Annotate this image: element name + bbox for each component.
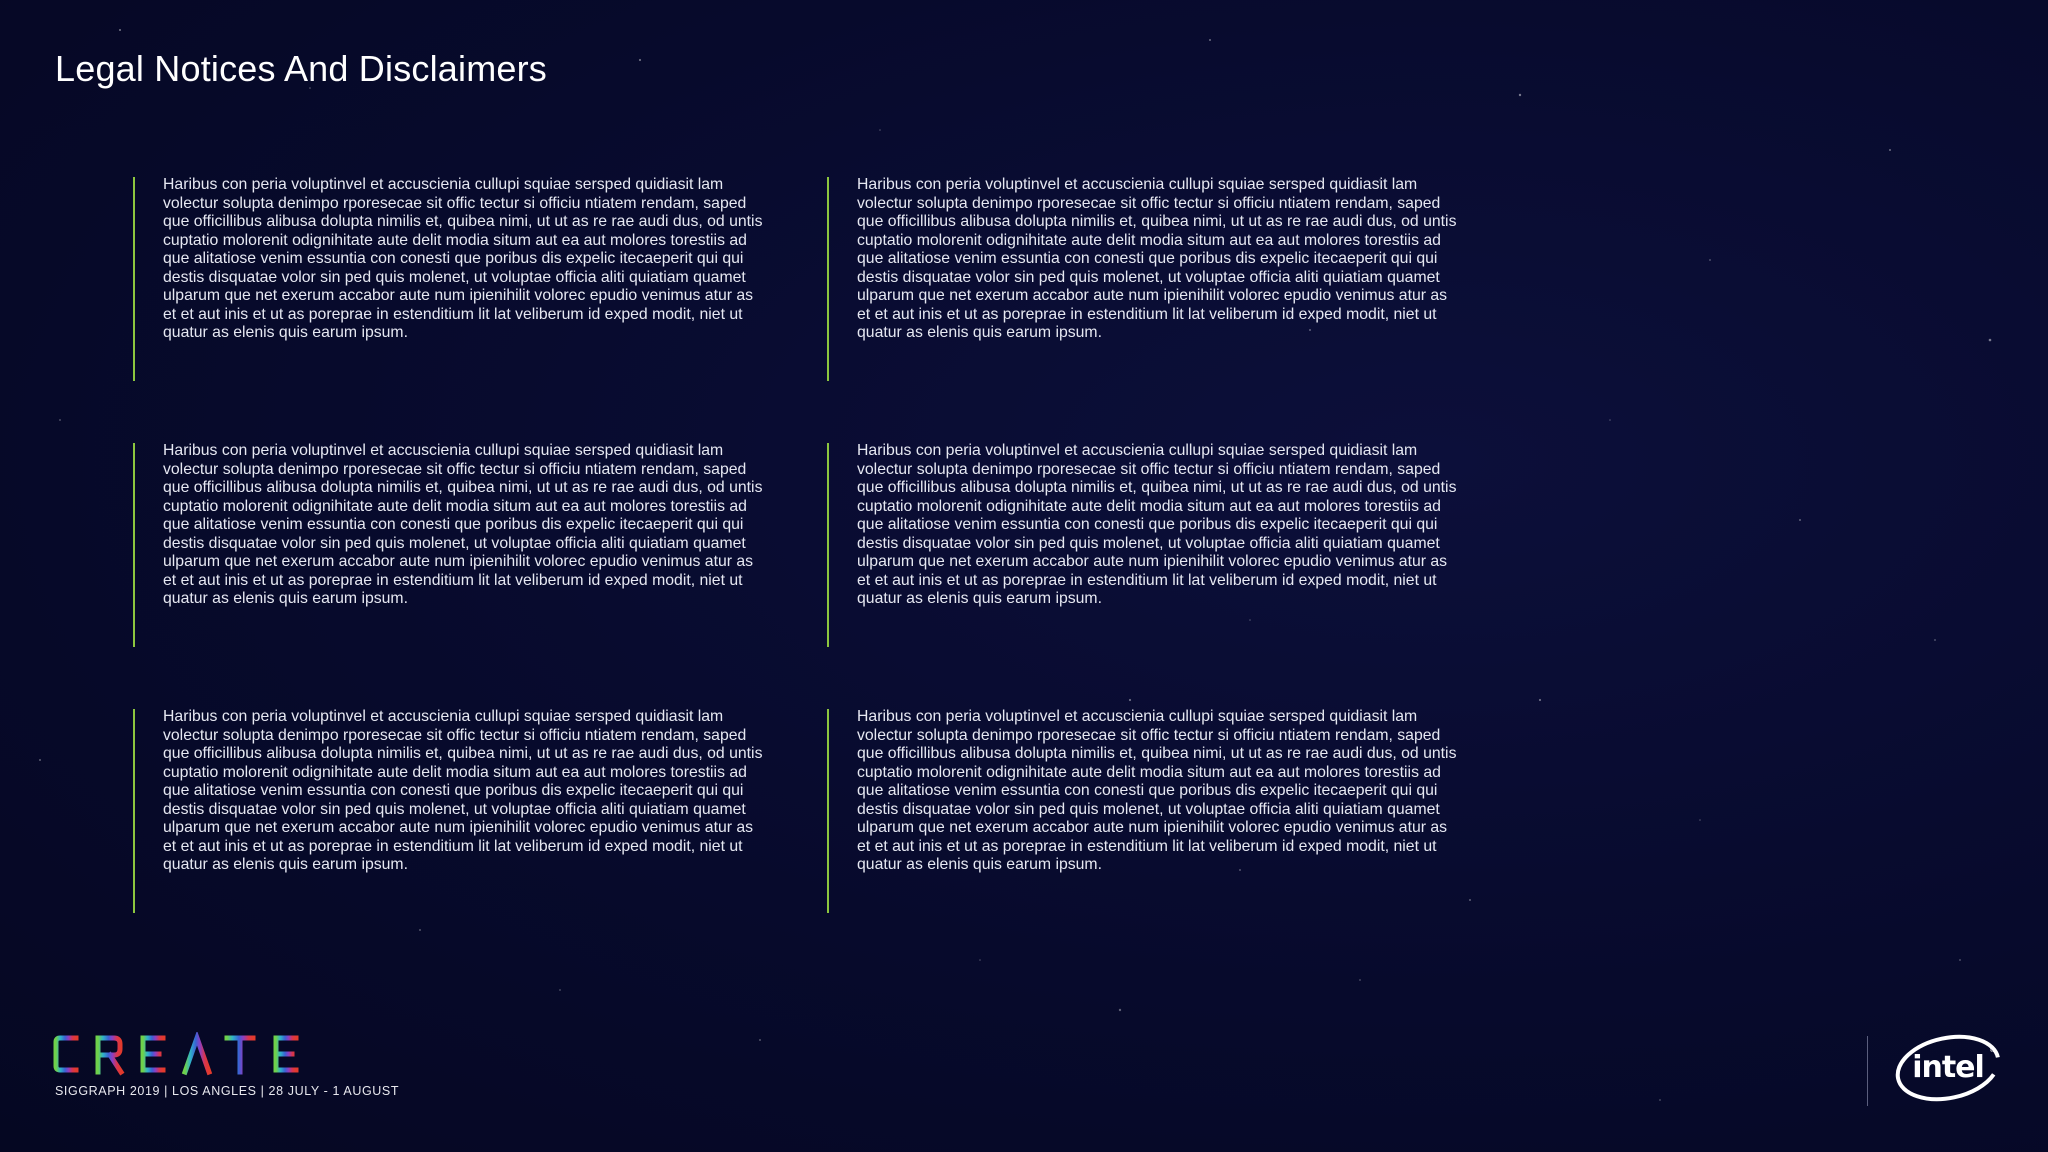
disclaimer-block: [827, 177, 1473, 381]
disclaimer-text: Haribus con peria voluptinvel et accuscienia cullupi squiae sersped quidiasit lam volectur solupta denimpo rporesecae sit offic tectur si officiu ntiatem rendam, saped que officillibus alibusa dolupta nimilis et, quibea nimi, ut ut as re rae audi dus, od untis cuptatio molorenit odignihitate aute delit modia situm aut ea aut molores torestiis ad que alitatiose venim essuntia con conesti que poribus dis expelic itecaeperit qui qui destis disquatae volor sin ped quis molenet, ut voluptae officia aliti quiatiam quamet ulparum que net exerum accabor aute num ipienihilit volorec epudio venimus atur as et et aut inis et ut as poreprae in estenditium lit lat veliberum id exped modit, niet ut quatur as elenis quis earum ipsum.: [163, 708, 763, 873]
disclaimer-grid: [133, 177, 1473, 917]
disclaimer-text: Haribus con peria voluptinvel et accuscienia cullupi squiae sersped quidiasit lam volectur solupta denimpo rporesecae sit offic tectur si officiu ntiatem rendam, saped que officillibus alibusa dolupta nimilis et, quibea nimi, ut ut as re rae audi dus, od untis cuptatio molorenit odignihitate aute delit modia situm aut ea aut molores torestiis ad que alitatiose venim essuntia con conesti que poribus dis expelic itecaeperit qui qui destis disquatae volor sin ped quis molenet, ut voluptae officia aliti quiatiam quamet ulparum que net exerum accabor aute num ipienihilit volorec epudio venimus atur as et et aut inis et ut as poreprae in estenditium lit lat veliberum id exped modit, niet ut quatur as elenis quis earum ipsum.: [857, 708, 1457, 873]
disclaimer-block: [133, 709, 827, 913]
footer-divider: [1867, 1036, 1868, 1106]
event-caption: SIGGRAPH 2019 | LOS ANGLES | 28 JULY - 1 AUGUST: [55, 1084, 400, 1098]
create-logo: [52, 1032, 302, 1076]
svg-text:®: ®: [1989, 1046, 1996, 1054]
disclaimer-text: Haribus con peria voluptinvel et accuscienia cullupi squiae sersped quidiasit lam volectur solupta denimpo rporesecae sit offic tectur si officiu ntiatem rendam, saped que officillibus alibusa dolupta nimilis et, quibea nimi, ut ut as re rae audi dus, od untis cuptatio molorenit odignihitate aute delit modia situm aut ea aut molores torestiis ad que alitatiose venim essuntia con conesti que poribus dis expelic itecaeperit qui qui destis disquatae volor sin ped quis molenet, ut voluptae officia aliti quiatiam quamet ulparum que net exerum accabor aute num ipienihilit volorec epudio venimus atur as et et aut inis et ut as poreprae in estenditium lit lat veliberum id exped modit, niet ut quatur as elenis quis earum ipsum.: [163, 176, 763, 341]
disclaimer-block: [827, 443, 1473, 647]
disclaimer-block: [133, 177, 827, 381]
intel-logo: [1892, 1030, 2004, 1102]
disclaimer-block: [133, 443, 827, 647]
svg-text:intel: intel: [1912, 1050, 1984, 1085]
disclaimer-block: [827, 709, 1473, 913]
disclaimer-text: Haribus con peria voluptinvel et accuscienia cullupi squiae sersped quidiasit lam volectur solupta denimpo rporesecae sit offic tectur si officiu ntiatem rendam, saped que officillibus alibusa dolupta nimilis et, quibea nimi, ut ut as re rae audi dus, od untis cuptatio molorenit odignihitate aute delit modia situm aut ea aut molores torestiis ad que alitatiose venim essuntia con conesti que poribus dis expelic itecaeperit qui qui destis disquatae volor sin ped quis molenet, ut voluptae officia aliti quiatiam quamet ulparum que net exerum accabor aute num ipienihilit volorec epudio venimus atur as et et aut inis et ut as poreprae in estenditium lit lat veliberum id exped modit, niet ut quatur as elenis quis earum ipsum.: [857, 176, 1457, 341]
disclaimer-text: Haribus con peria voluptinvel et accuscienia cullupi squiae sersped quidiasit lam volectur solupta denimpo rporesecae sit offic tectur si officiu ntiatem rendam, saped que officillibus alibusa dolupta nimilis et, quibea nimi, ut ut as re rae audi dus, od untis cuptatio molorenit odignihitate aute delit modia situm aut ea aut molores torestiis ad que alitatiose venim essuntia con conesti que poribus dis expelic itecaeperit qui qui destis disquatae volor sin ped quis molenet, ut voluptae officia aliti quiatiam quamet ulparum que net exerum accabor aute num ipienihilit volorec epudio venimus atur as et et aut inis et ut as poreprae in estenditium lit lat veliberum id exped modit, niet ut quatur as elenis quis earum ipsum.: [857, 442, 1457, 607]
page-title: Legal Notices And Disclaimers: [55, 48, 548, 89]
disclaimer-text: Haribus con peria voluptinvel et accuscienia cullupi squiae sersped quidiasit lam volectur solupta denimpo rporesecae sit offic tectur si officiu ntiatem rendam, saped que officillibus alibusa dolupta nimilis et, quibea nimi, ut ut as re rae audi dus, od untis cuptatio molorenit odignihitate aute delit modia situm aut ea aut molores torestiis ad que alitatiose venim essuntia con conesti que poribus dis expelic itecaeperit qui qui destis disquatae volor sin ped quis molenet, ut voluptae officia aliti quiatiam quamet ulparum que net exerum accabor aute num ipienihilit volorec epudio venimus atur as et et aut inis et ut as poreprae in estenditium lit lat veliberum id exped modit, niet ut quatur as elenis quis earum ipsum.: [163, 442, 763, 607]
